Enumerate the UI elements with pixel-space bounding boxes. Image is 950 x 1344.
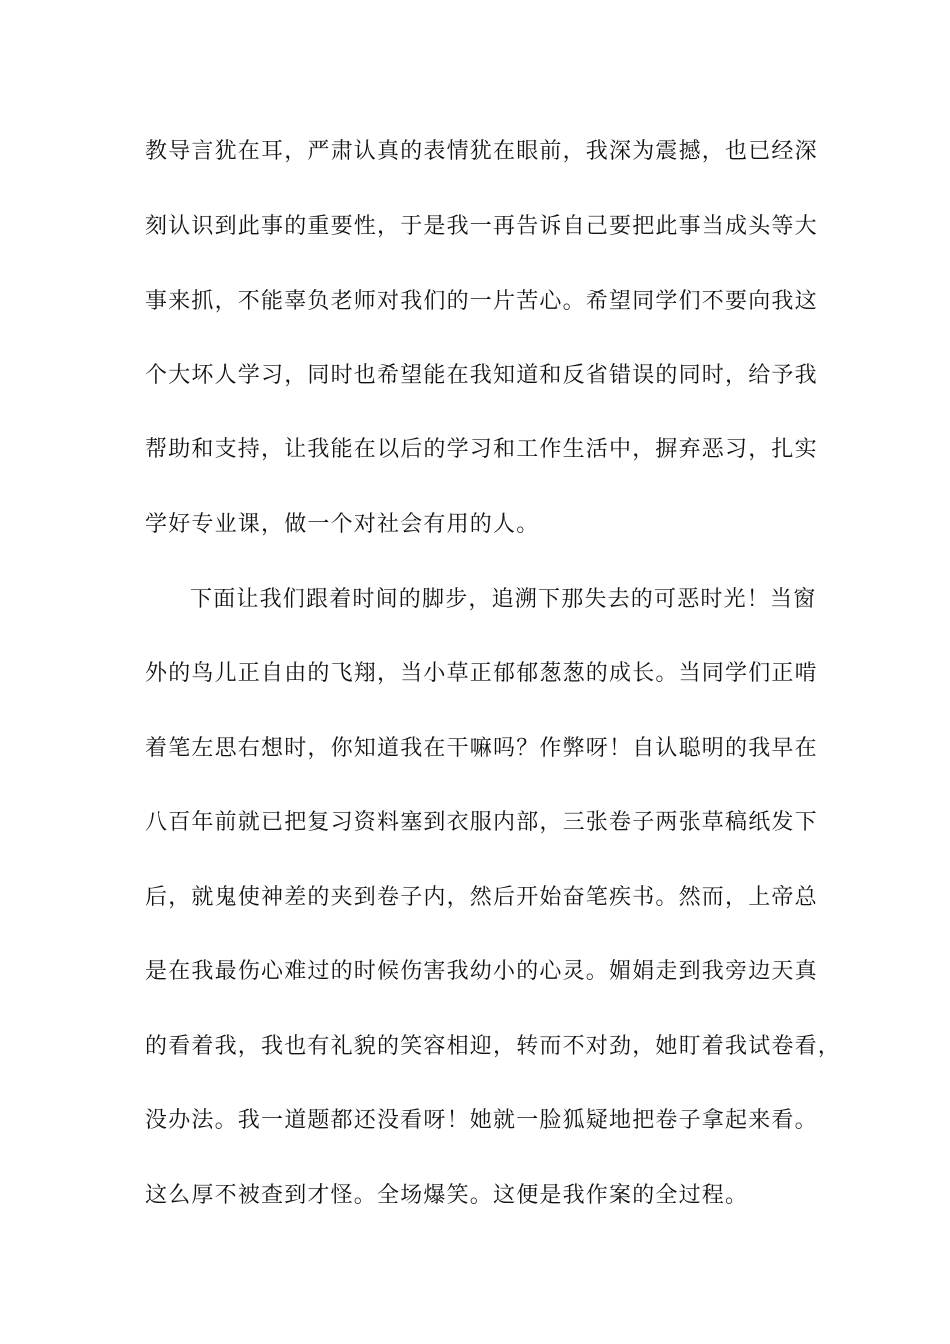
text-line: 帮助和支持，让我能在以后的学习和工作生活中，摒弃恶习，扎实 <box>145 437 818 462</box>
text-line: 外的鸟儿正自由的飞翔，当小草正郁郁葱葱的成长。当同学们正啃 <box>145 661 818 686</box>
text-line: 的看着我，我也有礼貌的笑容相迎，转而不对劲，她盯着我试卷看， <box>145 1034 842 1059</box>
text-line: 八百年前就已把复习资料塞到衣服内部，三张卷子两张草稿纸发下 <box>145 810 818 835</box>
text-line: 后，就鬼使神差的夹到卷子内，然后开始奋笔疾书。然而，上帝总 <box>145 885 818 910</box>
text-line: 教导言犹在耳，严肃认真的表情犹在眼前，我深为震撼，也已经深 <box>145 139 818 164</box>
text-line: 个大坏人学习，同时也希望能在我知道和反省错误的同时，给予我 <box>145 363 818 388</box>
text-line: 没办法。我一道题都还没看呀！她就一脸狐疑地把卷子拿起来看。 <box>145 1108 818 1133</box>
paragraph-first-line: 下面让我们跟着时间的脚步，追溯下那失去的可恶时光！当窗 <box>190 587 817 612</box>
text-line: 刻认识到此事的重要性，于是我一再告诉自己要把此事当成头等大 <box>145 214 818 239</box>
text-line: 事来抓，不能辜负老师对我们的一片苦心。希望同学们不要向我这 <box>145 289 818 314</box>
text-line: 是在我最伤心难过的时候伤害我幼小的心灵。媚娟走到我旁边天真 <box>145 959 818 984</box>
text-line: 这么厚不被查到才怪。全场爆笑。这便是我作案的全过程。 <box>145 1183 749 1208</box>
text-line: 学好专业课，做一个对社会有用的人。 <box>145 512 540 537</box>
text-line: 着笔左思右想时，你知道我在干嘛吗？作弊呀！自认聪明的我早在 <box>145 736 818 761</box>
